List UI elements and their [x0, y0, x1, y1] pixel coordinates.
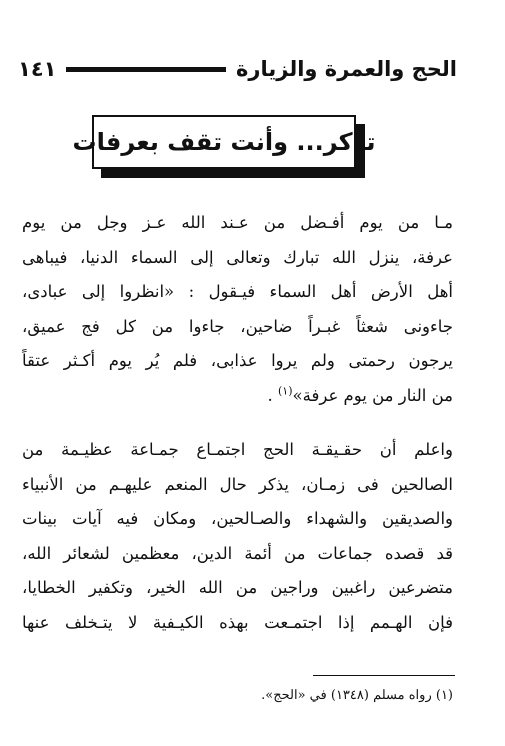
paragraph-1-line: أهل الأرض أهل السماء فيـقول : «انظروا إلى عبادى، — [22, 282, 453, 301]
paragraph-1-last-line — [22, 379, 453, 414]
header-rule — [66, 67, 226, 72]
paragraph-2-line: قد قصده جماعات من أئمة الدين، معظمين لشعائر الله، — [22, 543, 453, 563]
running-header — [18, 52, 457, 86]
section-title-box — [72, 115, 376, 169]
paragraph-2-line: واعلم أن حقـيقـة الحج اجتمـاع جمـاعة عظيـمة من — [22, 440, 453, 459]
paragraph-2-line: متضرعين راغبين وراجين من الله الخير، وتكفير الخطايا، — [22, 578, 453, 597]
paragraph-2-line: الصالحين فى زمـان، يذكر حال المنعم عليهـم من الأنبياء — [22, 474, 453, 494]
running-title: الحج والعمرة والزيارة — [236, 57, 457, 81]
paragraph-1-line: من النار من يوم عرفة» — [292, 385, 453, 405]
footnote-ref: (١) — [278, 384, 293, 397]
page-number: ١٤١ — [18, 57, 57, 81]
paragraph-2-line: فإن الهـمم إذا اجتمـعت بهذه الكيـفية لا يتـخلف عنها — [22, 612, 453, 632]
footnote: (١) رواه مسلم (١٣٤٨) في «الحج». — [261, 688, 453, 703]
end-mark: . — [267, 385, 273, 405]
paragraph-1-line: جاءونى شعثاً غبـراً ضاحين، جاءوا من كل فج عميق، — [22, 316, 453, 336]
paragraph-1-line: مـا من يوم أفـضل من عـند الله عـز وجل من يوم — [22, 213, 453, 232]
paragraph-2-line: والصديقين والشهداء والصـالحين، ومكان فيه آيات بينات — [22, 509, 453, 528]
section-title: تذكر... وأنت تقف بعرفات — [72, 128, 376, 156]
paragraph-1 — [22, 206, 453, 413]
paragraph-1-line: عرفة، ينزل الله تبارك وتعالى إلى السماء الدنيا، فيباهى — [22, 247, 453, 267]
paragraph-1-line: يرجون رحمتى ولم يروا عذابى، فلم يُر يوم أكـثر عتقاً — [22, 351, 453, 370]
paragraph-2 — [22, 433, 453, 640]
footnote-rule — [313, 675, 455, 676]
